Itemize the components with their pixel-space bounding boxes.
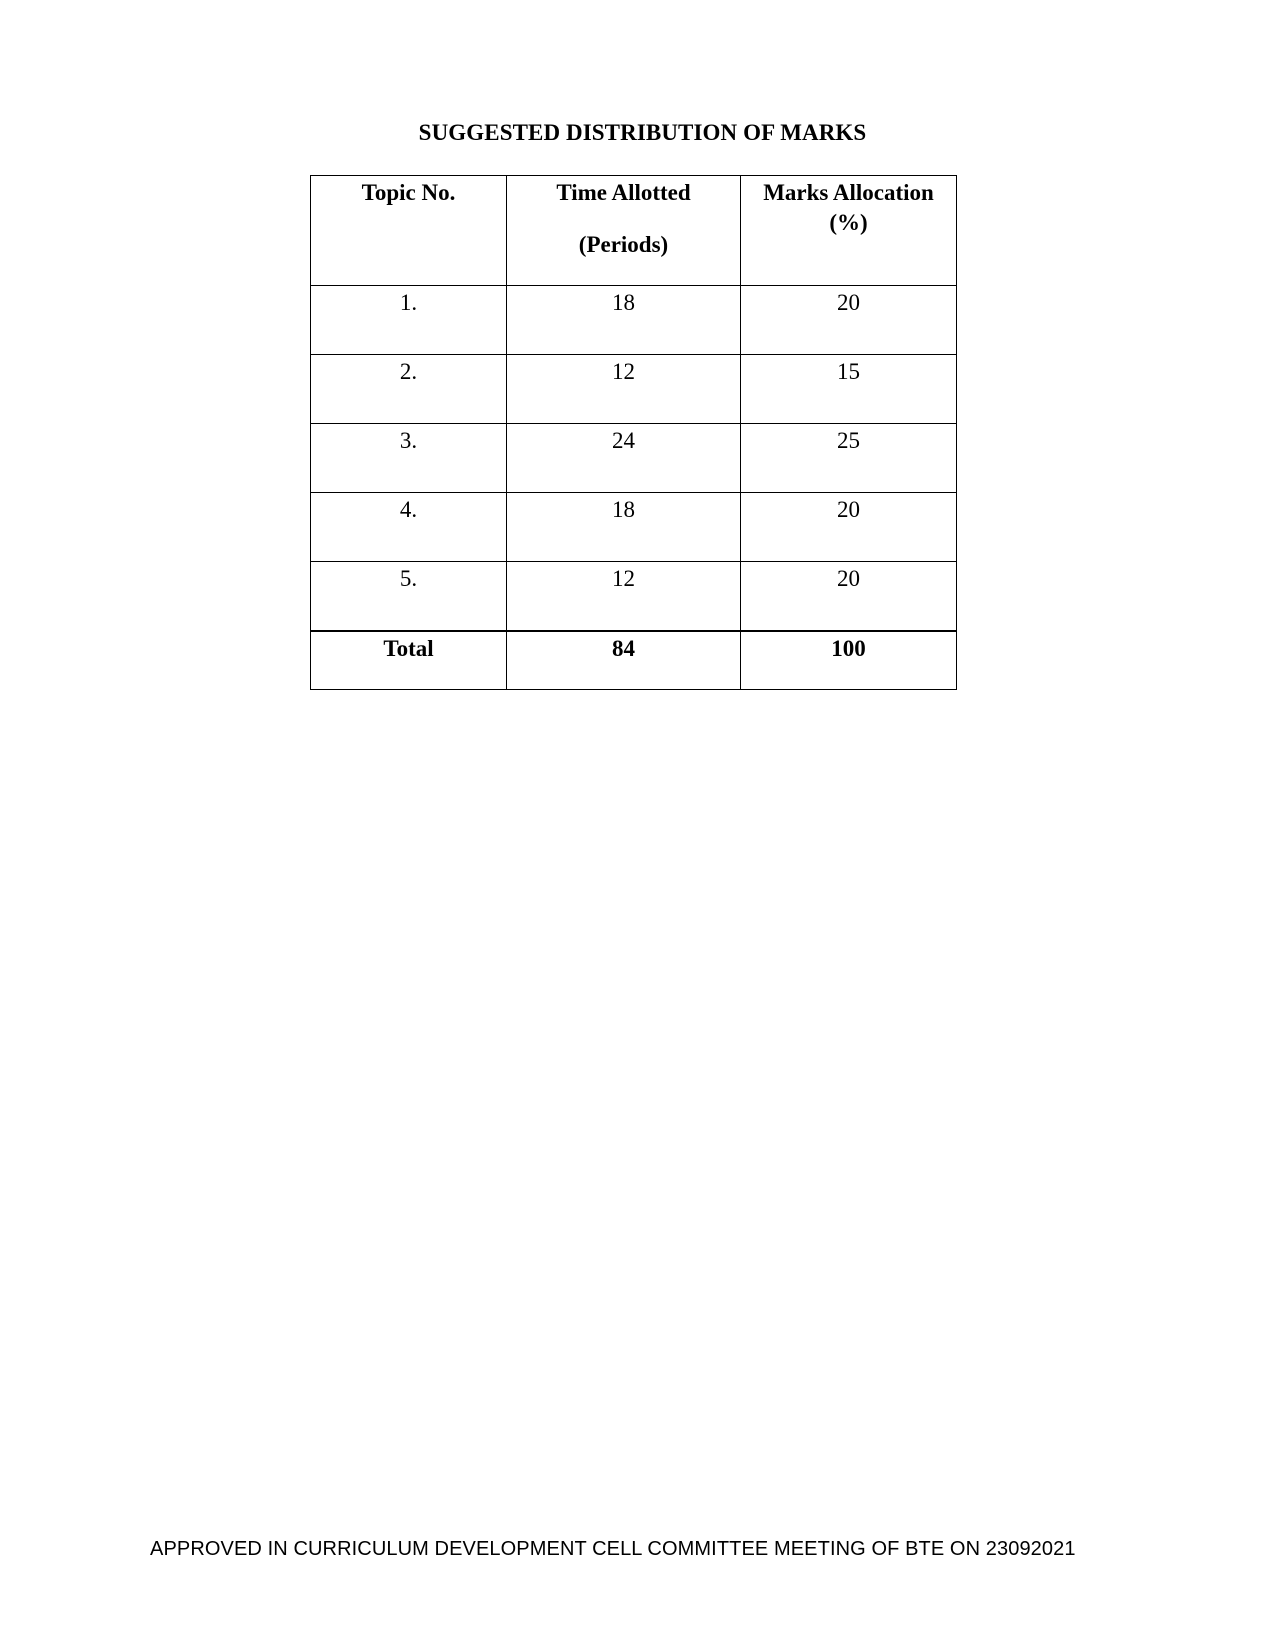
cell-time: 18 [507, 286, 741, 355]
cell-topic: 4. [311, 493, 507, 562]
header-marks-label: Marks Allocation [763, 180, 934, 205]
page-title: SUGGESTED DISTRIBUTION OF MARKS [418, 120, 867, 145]
cell-time: 12 [507, 562, 741, 632]
approval-footer: APPROVED IN CURRICULUM DEVELOPMENT CELL COMMITTEE MEETING OF BTE ON 23092021 [150, 1538, 1076, 1560]
total-label: Total [311, 631, 507, 690]
header-marks-unit: (%) [829, 210, 868, 235]
header-time-label: Time Allotted [556, 180, 691, 205]
cell-marks: 15 [741, 355, 957, 424]
table-row [311, 355, 957, 424]
header-topic-label: Topic No. [361, 180, 456, 205]
header-marks-allocation [741, 176, 957, 286]
total-marks: 100 [741, 631, 957, 690]
header-topic-no [311, 176, 507, 286]
header-time-unit: (Periods) [578, 232, 669, 257]
cell-marks: 20 [741, 286, 957, 355]
table-row [311, 562, 957, 632]
cell-marks: 20 [741, 493, 957, 562]
table-total-row [311, 631, 957, 690]
cell-marks: 25 [741, 424, 957, 493]
table-header-row [311, 176, 957, 286]
table-row [311, 493, 957, 562]
cell-topic: 1. [311, 286, 507, 355]
cell-time: 24 [507, 424, 741, 493]
table-row [311, 424, 957, 493]
cell-topic: 5. [311, 562, 507, 632]
cell-topic: 3. [311, 424, 507, 493]
cell-topic: 2. [311, 355, 507, 424]
cell-time: 18 [507, 493, 741, 562]
cell-marks: 20 [741, 562, 957, 632]
table-row [311, 286, 957, 355]
marks-distribution-table [310, 175, 957, 690]
header-time-allotted [507, 176, 741, 286]
cell-time: 12 [507, 355, 741, 424]
total-time: 84 [507, 631, 741, 690]
